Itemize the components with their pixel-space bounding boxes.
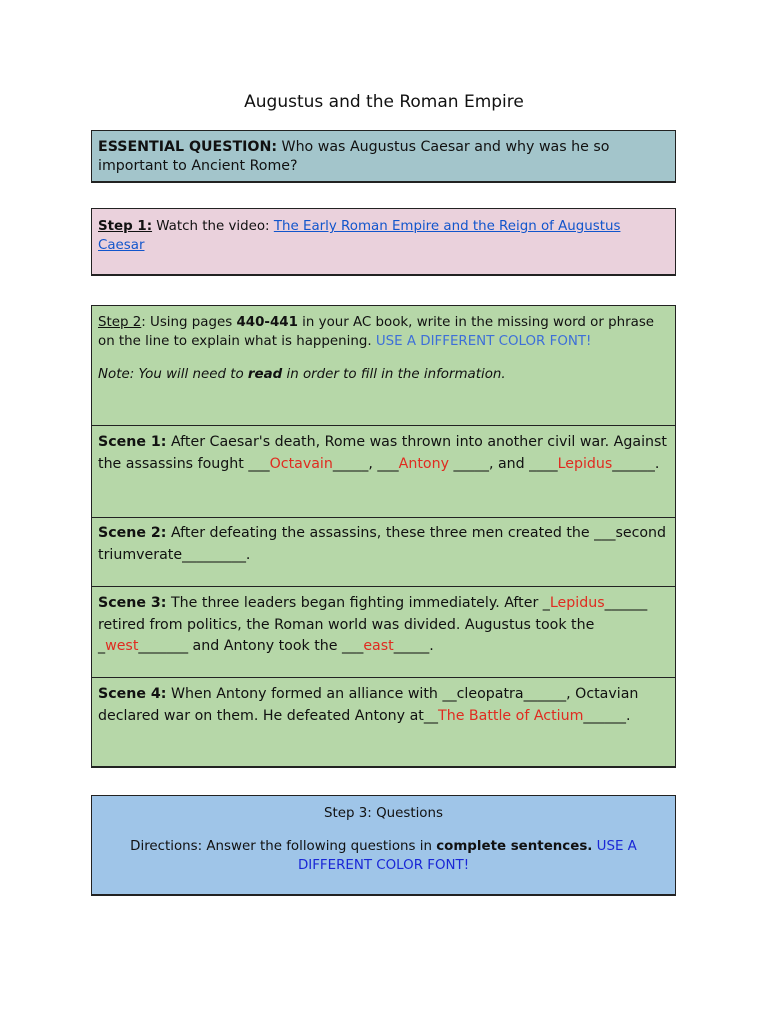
scene-3-text: The three leaders began fighting immediately. After _	[166, 595, 550, 611]
scene-4-label: Scene 4:	[98, 686, 167, 702]
scene-1-answer-1[interactable]: Octavain	[269, 455, 333, 472]
scene-4-text-2: ______.	[583, 707, 631, 724]
essential-question-box	[91, 130, 676, 183]
step1-box	[91, 208, 676, 276]
essential-question-label: ESSENTIAL QUESTION:	[98, 139, 278, 155]
note-text-1: Note: You will need to	[98, 367, 248, 382]
directions-bold: complete sentences.	[436, 838, 593, 854]
step2-box	[91, 305, 676, 768]
scene-1-answer-2[interactable]: Antony	[398, 455, 449, 472]
scene-4[interactable]	[92, 678, 675, 767]
step2-highlight: USE A DIFFERENT COLOR FONT!	[375, 334, 592, 349]
step3-directions	[112, 837, 655, 876]
page-title: Augustus and the Roman Empire	[244, 92, 524, 112]
essential-question-text: Who was Augustus Caesar and why was he so important to Ancient Rome?	[98, 139, 610, 174]
step2-pages: 440-441	[236, 315, 298, 330]
step1-text: Watch the video:	[152, 219, 274, 234]
scene-4-answer-1[interactable]: The Battle of Actium	[438, 707, 584, 724]
step3-title: Step 3: Questions	[324, 806, 443, 821]
step2-text-2: in your AC book, write in the missing word or phrase on the line to explain what is happening.	[98, 315, 655, 349]
scene-1-text-2: _____, ___	[332, 455, 399, 472]
scene-1-label: Scene 1:	[98, 434, 167, 450]
scene-2[interactable]	[92, 518, 675, 587]
scene-3-answer-3[interactable]: east	[363, 638, 394, 654]
scene-3-text-4: _____.	[393, 638, 434, 654]
scene-3-answer-2[interactable]: west	[105, 638, 139, 654]
step2-instructions	[92, 306, 675, 426]
directions-text: Directions: Answer the following questions in	[130, 838, 437, 854]
scene-4-text: When Antony formed an alliance with __cleopatra______, Octavian declared war on them. He defeated Antony at__	[98, 686, 639, 724]
scene-3-text-2: ______ retired from politics, the Roman world was divided. Augustus took the _	[98, 595, 648, 654]
scene-2-text: After defeating the assassins, these three men created the ___second triumverate_________.	[98, 525, 667, 563]
step2-label: Step 2	[98, 315, 142, 330]
note-text-2: in order to fill in the information.	[282, 367, 506, 382]
scene-1-answer-3[interactable]: Lepidus	[557, 455, 613, 472]
scene-3-answer-1[interactable]: Lepidus	[549, 595, 605, 611]
scene-3-text-3: _______ and Antony took the ___	[138, 638, 364, 654]
video-link[interactable]: The Early Roman Empire and the Reign of Augustus Caesar	[98, 219, 621, 253]
scene-1-text-3: _____, and ____	[448, 455, 558, 472]
note-bold: read	[247, 367, 283, 382]
scene-3-label: Scene 3:	[98, 595, 167, 611]
scene-1-text: After Caesar's death, Rome was thrown into another civil war. Against the assassins fought ___	[98, 434, 667, 472]
step2-text-1: : Using pages	[141, 315, 237, 330]
step3-box	[91, 795, 676, 896]
scene-1[interactable]	[92, 426, 675, 518]
step1-label: Step 1:	[98, 219, 153, 234]
step3-highlight: USE A DIFFERENT COLOR FONT!	[297, 838, 637, 873]
scene-1-text-4: ______.	[612, 455, 660, 472]
step2-note	[98, 365, 669, 384]
scene-3[interactable]	[92, 587, 675, 678]
scene-2-label: Scene 2:	[98, 525, 167, 541]
